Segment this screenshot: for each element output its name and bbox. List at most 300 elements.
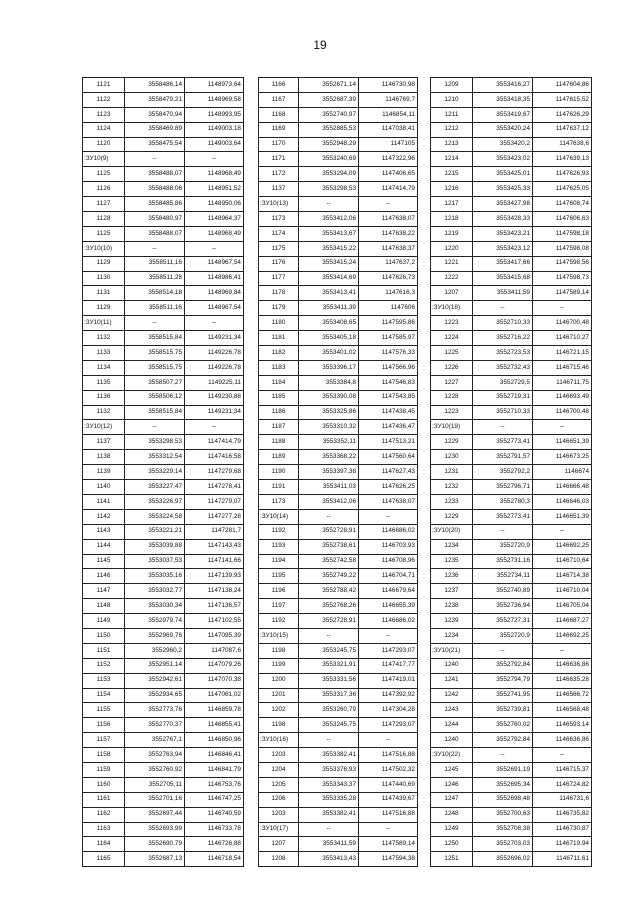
y-coordinate-cell: 1147502,32 [359,762,418,777]
y-coordinate-cell: 1147414,79 [359,182,418,197]
x-coordinate-cell: 3553413,41 [299,286,359,301]
table-row [259,122,418,137]
table-row [431,822,592,837]
x-coordinate-cell: 3552710,33 [473,316,533,331]
parcel-label-cell: :ЗУ10(19) [431,420,473,435]
y-coordinate-cell: 1148951,52 [185,182,244,197]
x-coordinate-cell: 3553030,34 [125,599,185,614]
table-row [259,241,418,256]
table-row [83,584,244,599]
table-row [83,256,244,271]
y-coordinate-cell: 1148968,49 [185,167,244,182]
table-row [431,733,592,748]
y-coordinate-cell: 1149003,64 [185,137,244,152]
x-coordinate-cell: 3553411,39 [299,301,359,316]
point-number-cell: 1225 [431,346,473,361]
x-coordinate-cell: 3552773,76 [125,703,185,718]
point-number-cell: 1240 [431,658,473,673]
table-row [259,807,418,822]
x-coordinate-cell: 3552708,38 [473,822,533,837]
point-number-cell: 1173 [259,212,299,227]
table-row [431,390,592,405]
table-row [259,107,418,122]
x-coordinate-cell: 3553298,53 [299,182,359,197]
section-header-row [431,643,592,658]
table-row [83,703,244,718]
y-coordinate-cell: 1147513,21 [359,435,418,450]
x-coordinate-cell: 3553039,88 [125,539,185,554]
point-number-cell: 1167 [259,92,299,107]
x-coordinate-cell: 3553413,43 [299,852,359,867]
y-coordinate-cell: 1147102,55 [185,614,244,629]
point-number-cell: 1178 [259,286,299,301]
table-row [259,226,418,241]
table-row [83,643,244,658]
point-number-cell: 1250 [431,837,473,852]
x-coordinate-cell: 3552716,22 [473,331,533,346]
y-coordinate-cell: 1147585,97 [359,331,418,346]
x-coordinate-cell: -- [299,509,359,524]
y-coordinate-cell: 1147606,63 [533,212,592,227]
point-number-cell: 1209 [431,78,473,93]
point-number-cell: 1130 [83,271,125,286]
y-coordinate-cell: 1147598,18 [533,226,592,241]
x-coordinate-cell: -- [473,748,533,763]
y-coordinate-cell: 1148969,84 [185,286,244,301]
x-coordinate-cell: 3552742,58 [299,554,359,569]
x-coordinate-cell: 3552942,61 [125,673,185,688]
x-coordinate-cell: 3552740,89 [473,584,533,599]
y-coordinate-cell: 1146711,75 [533,375,592,390]
x-coordinate-cell: 3558488,07 [125,167,185,182]
table-row [259,703,418,718]
point-number-cell: 1219 [431,226,473,241]
section-header-row [259,822,418,837]
y-coordinate-cell: 1146710,64 [533,554,592,569]
point-number-cell: 1224 [431,331,473,346]
point-number-cell: 1171 [259,152,299,167]
parcel-label-cell: :ЗУ10(9) [83,152,125,167]
y-coordinate-cell: 1146730,87 [533,822,592,837]
point-number-cell: 1121 [83,78,125,93]
y-coordinate-cell: 1147626,73 [359,271,418,286]
point-number-cell: 1128 [83,212,125,227]
table-row [431,703,592,718]
y-coordinate-cell: 1147543,85 [359,390,418,405]
table-row [83,777,244,792]
table-row [431,92,592,107]
point-number-cell: 1158 [83,748,125,763]
table-row [431,480,592,495]
table-row [259,92,418,107]
y-coordinate-cell: 1148973,64 [185,78,244,93]
y-coordinate-cell: 1146733,78 [185,822,244,837]
table-row [431,122,592,137]
y-coordinate-cell: 1149230,88 [185,390,244,405]
table-row [259,420,418,435]
y-coordinate-cell: -- [185,152,244,167]
table-row [259,435,418,450]
x-coordinate-cell: 3552734,11 [473,569,533,584]
x-coordinate-cell: 3553325,86 [299,405,359,420]
table-row [431,628,592,643]
y-coordinate-cell: -- [533,420,592,435]
point-number-cell: 1217 [431,197,473,212]
y-coordinate-cell: 1146566,72 [533,688,592,703]
point-number-cell: 1208 [259,852,299,867]
x-coordinate-cell: 3553428,33 [473,212,533,227]
y-coordinate-cell: 1147638,6 [533,137,592,152]
table-row [431,688,592,703]
x-coordinate-cell: 3552719,31 [473,390,533,405]
table-row [431,450,592,465]
table-row [431,316,592,331]
y-coordinate-cell: 1147637,12 [533,122,592,137]
coordinates-table-left [82,77,244,867]
x-coordinate-cell: 3553396,17 [299,360,359,375]
table-row [431,375,592,390]
x-coordinate-cell: 3552736,94 [473,599,533,614]
x-coordinate-cell: 3558485,86 [125,197,185,212]
x-coordinate-cell: 3553413,67 [299,226,359,241]
parcel-label-cell: :ЗУ10(13) [259,197,299,212]
page-number: 19 [313,38,327,52]
table-row [259,554,418,569]
table-row [83,539,244,554]
x-coordinate-cell: 3552770,37 [125,718,185,733]
y-coordinate-cell: 1147589,14 [359,837,418,852]
y-coordinate-cell: 1146859,78 [185,703,244,718]
point-number-cell: 1134 [83,360,125,375]
point-number-cell: 1205 [259,777,299,792]
x-coordinate-cell: -- [125,152,185,167]
x-coordinate-cell: 3553420,2 [473,137,533,152]
table-row [431,465,592,480]
y-coordinate-cell: 1147279,68 [185,465,244,480]
x-coordinate-cell: 3552796,71 [473,480,533,495]
point-number-cell: 1229 [431,435,473,450]
x-coordinate-cell: 3553245,75 [299,643,359,658]
y-coordinate-cell: 1148968,49 [185,226,244,241]
point-number-cell: 1144 [83,539,125,554]
y-coordinate-cell: 1147595,86 [359,316,418,331]
y-coordinate-cell: 1147138,24 [185,584,244,599]
y-coordinate-cell: 1148950,06 [185,197,244,212]
y-coordinate-cell: 1146730,98 [359,78,418,93]
y-coordinate-cell: 1147638,37 [359,241,418,256]
table-row [83,301,244,316]
table-row [431,405,592,420]
y-coordinate-cell: -- [185,420,244,435]
table-row [431,658,592,673]
table-row [431,197,592,212]
y-coordinate-cell: 1147606 [359,301,418,316]
point-number-cell: 1218 [431,212,473,227]
x-coordinate-cell: 3552720,9 [473,628,533,643]
point-number-cell: 1214 [431,152,473,167]
point-number-cell: 1206 [259,792,299,807]
point-number-cell: 1156 [83,718,125,733]
point-number-cell: 1247 [431,792,473,807]
point-number-cell: 1221 [431,256,473,271]
x-coordinate-cell: 3553037,53 [125,554,185,569]
x-coordinate-cell: 3552690,79 [125,837,185,852]
y-coordinate-cell: 1149003,18 [185,122,244,137]
point-number-cell: 1246 [431,777,473,792]
x-coordinate-cell: 3552741,95 [473,688,533,703]
table-row [431,182,592,197]
x-coordinate-cell: -- [299,733,359,748]
point-number-cell: 1188 [259,435,299,450]
y-coordinate-cell: 1147136,57 [185,599,244,614]
y-coordinate-cell: -- [359,733,418,748]
x-coordinate-cell: 3553240,69 [299,152,359,167]
y-coordinate-cell: 1147627,43 [359,465,418,480]
point-number-cell: 1172 [259,167,299,182]
table-row [259,673,418,688]
table-row [83,658,244,673]
section-header-row [83,241,244,256]
y-coordinate-cell: 1147566,96 [359,360,418,375]
point-number-cell: 1244 [431,718,473,733]
x-coordinate-cell: 3553260,79 [299,703,359,718]
y-coordinate-cell: 1146693,49 [533,390,592,405]
y-coordinate-cell: 1147414,79 [185,435,244,450]
point-number-cell: 1136 [83,390,125,405]
x-coordinate-cell: 3552794,79 [473,673,533,688]
point-number-cell: 1137 [259,182,299,197]
table-row [83,599,244,614]
y-coordinate-cell: 1147293,07 [359,718,418,733]
y-coordinate-cell: 1148993,95 [185,107,244,122]
y-coordinate-cell: 1147416,58 [185,450,244,465]
y-coordinate-cell: 1147638,22 [359,226,418,241]
point-number-cell: 1137 [83,435,125,450]
table-row [259,524,418,539]
x-coordinate-cell: 3558507,27 [125,375,185,390]
x-coordinate-cell: 3553412,06 [299,212,359,227]
point-number-cell: 1155 [83,703,125,718]
x-coordinate-cell: 3553418,35 [473,92,533,107]
table-row [259,78,418,93]
x-coordinate-cell: 3558514,18 [125,286,185,301]
y-coordinate-cell: 1146718,54 [185,852,244,867]
table-row [259,331,418,346]
x-coordinate-cell: 3552691,19 [473,762,533,777]
point-number-cell: 1191 [259,480,299,495]
parcel-label-cell: :ЗУ10(12) [83,420,125,435]
y-coordinate-cell: 1146703,93 [359,539,418,554]
y-coordinate-cell: -- [359,628,418,643]
table-row [83,569,244,584]
x-coordinate-cell: -- [473,420,533,435]
point-number-cell: 1183 [259,360,299,375]
x-coordinate-cell: 3558515,84 [125,405,185,420]
table-row [259,539,418,554]
y-coordinate-cell: 1146635,28 [533,673,592,688]
table-row [259,658,418,673]
y-coordinate-cell: 1149231,34 [185,405,244,420]
table-row [83,688,244,703]
parcel-label-cell: :ЗУ10(17) [259,822,299,837]
x-coordinate-cell: 3553294,09 [299,167,359,182]
table-row [259,569,418,584]
y-coordinate-cell: 1146674 [533,465,592,480]
y-coordinate-cell: 1146700,48 [533,316,592,331]
point-number-cell: 1133 [83,346,125,361]
x-coordinate-cell: 3552705,11 [125,777,185,792]
point-number-cell: 1249 [431,822,473,837]
parcel-label-cell: :ЗУ10(14) [259,509,299,524]
point-number-cell: 1165 [83,852,125,867]
table-row [431,569,592,584]
x-coordinate-cell: 3553411,03 [299,480,359,495]
point-number-cell: 1177 [259,271,299,286]
table-row [83,718,244,733]
x-coordinate-cell: 3552731,16 [473,554,533,569]
y-coordinate-cell: 1147589,14 [533,286,592,301]
y-coordinate-cell: 1146673,25 [533,450,592,465]
table-row [83,360,244,375]
table-row [83,450,244,465]
y-coordinate-cell: 1146715,37 [533,762,592,777]
point-number-cell: 1192 [259,524,299,539]
x-coordinate-cell: 3553335,28 [299,792,359,807]
y-coordinate-cell: 1147079,26 [185,658,244,673]
x-coordinate-cell: 3552792,84 [473,733,533,748]
y-coordinate-cell: 1146747,25 [185,792,244,807]
x-coordinate-cell: 3553331,56 [299,673,359,688]
point-number-cell: 1175 [259,241,299,256]
x-coordinate-cell: -- [125,241,185,256]
x-coordinate-cell: 3558475,54 [125,137,185,152]
x-coordinate-cell: 3553382,41 [299,748,359,763]
table-row [83,271,244,286]
point-number-cell: 1151 [83,643,125,658]
point-number-cell: 1239 [431,614,473,629]
y-coordinate-cell: 1146666,48 [533,480,592,495]
table-row [83,852,244,867]
y-coordinate-cell: 1147095,39 [185,628,244,643]
point-number-cell: 1227 [431,375,473,390]
point-number-cell: 1241 [431,673,473,688]
x-coordinate-cell: 3553224,58 [125,509,185,524]
point-number-cell: 1187 [259,420,299,435]
point-number-cell: 1157 [83,733,125,748]
y-coordinate-cell: 1148967,54 [185,256,244,271]
table-row [83,286,244,301]
point-number-cell: 1220 [431,241,473,256]
x-coordinate-cell: 3553401,02 [299,346,359,361]
x-coordinate-cell: 3553423,12 [473,241,533,256]
y-coordinate-cell: -- [359,509,418,524]
y-coordinate-cell: 1147143,43 [185,539,244,554]
table-row [83,554,244,569]
y-coordinate-cell: 1149226,78 [185,346,244,361]
y-coordinate-cell: -- [359,197,418,212]
table-row [83,122,244,137]
y-coordinate-cell: -- [533,748,592,763]
coordinates-table-middle [258,77,418,867]
x-coordinate-cell: 3553229,14 [125,465,185,480]
point-number-cell: 1166 [259,78,299,93]
y-coordinate-cell: 1147626,29 [533,107,592,122]
table-row [83,792,244,807]
y-coordinate-cell: 1147406,65 [359,167,418,182]
y-coordinate-cell: 1146651,39 [533,509,592,524]
table-row [431,241,592,256]
x-coordinate-cell: 3552720,9 [473,539,533,554]
x-coordinate-cell: 3552728,91 [299,614,359,629]
y-coordinate-cell: 1147293,07 [359,643,418,658]
x-coordinate-cell: -- [125,420,185,435]
point-number-cell: 1181 [259,331,299,346]
table-row [83,390,244,405]
point-number-cell: 1228 [431,390,473,405]
x-coordinate-cell: -- [299,822,359,837]
x-coordinate-cell: 3552749,22 [299,569,359,584]
y-coordinate-cell: 1149231,34 [185,331,244,346]
y-coordinate-cell: 1147638,07 [359,494,418,509]
point-number-cell: 1145 [83,554,125,569]
table-row [83,628,244,643]
y-coordinate-cell: 1146636,86 [533,658,592,673]
point-number-cell: 1132 [83,331,125,346]
point-number-cell: 1211 [431,107,473,122]
table-row [259,762,418,777]
y-coordinate-cell: 1147440,69 [359,777,418,792]
x-coordinate-cell: 3558469,89 [125,122,185,137]
point-number-cell: 1174 [259,226,299,241]
table-row [431,792,592,807]
y-coordinate-cell: 1147626,25 [359,480,418,495]
x-coordinate-cell: 3553415,22 [299,241,359,256]
y-coordinate-cell: 1147070,38 [185,673,244,688]
point-number-cell: 1164 [83,837,125,852]
y-coordinate-cell: 1146636,86 [533,733,592,748]
table-row [259,390,418,405]
y-coordinate-cell: 1146855,41 [185,718,244,733]
y-coordinate-cell: 1146568,48 [533,703,592,718]
point-number-cell: 1154 [83,688,125,703]
table-row [431,152,592,167]
x-coordinate-cell: 3553420,24 [473,122,533,137]
y-coordinate-cell: 1149225,11 [185,375,244,390]
point-number-cell: 1138 [83,450,125,465]
x-coordinate-cell: 3552700,63 [473,807,533,822]
x-coordinate-cell: 3553416,27 [473,78,533,93]
table-row [431,331,592,346]
x-coordinate-cell: 3558486,14 [125,78,185,93]
point-number-cell: 1143 [83,524,125,539]
x-coordinate-cell: 3553035,16 [125,569,185,584]
y-coordinate-cell: 1147139,93 [185,569,244,584]
x-coordinate-cell: 3553427,98 [473,197,533,212]
table-row [259,256,418,271]
point-number-cell: 1127 [83,197,125,212]
parcel-label-cell: :ЗУ10(22) [431,748,473,763]
table-row [431,837,592,852]
x-coordinate-cell: 3553411,59 [473,286,533,301]
y-coordinate-cell: 1146726,88 [185,837,244,852]
point-number-cell: 1125 [83,167,125,182]
x-coordinate-cell: 3552693,99 [125,822,185,837]
point-number-cell: 1163 [83,822,125,837]
table-row [83,107,244,122]
y-coordinate-cell: 1146686,02 [359,524,418,539]
x-coordinate-cell: 3553414,69 [299,271,359,286]
point-number-cell: 1129 [83,256,125,271]
